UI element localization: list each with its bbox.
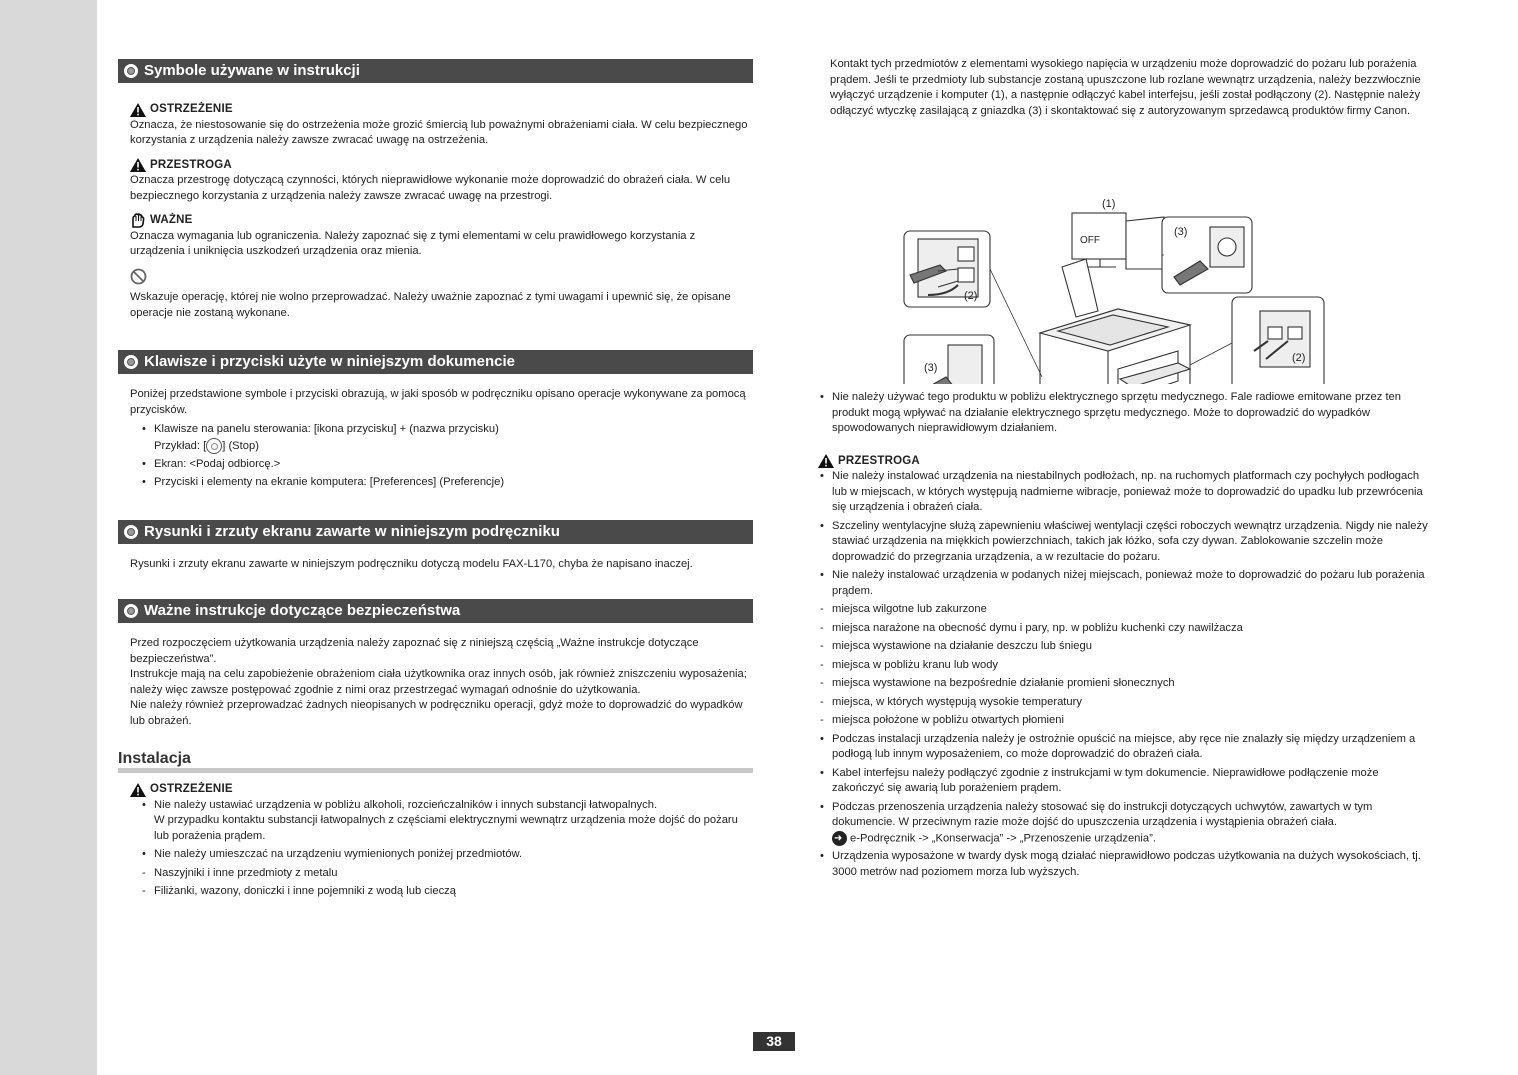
fig-label-2a: (2) <box>964 290 978 302</box>
high-voltage-paragraph: Kontakt tych przedmiotów z elementami wysokiego napięcia w urządzeniu może doprowadzić do pożaru lub porażenia prądem. Jeśli te przedmioty lub substancje zostaną upuszczone lub rozlane wewnątrz urządzenia, należy bezzwłocznie wyłączyć urządzenie i komputer (1), a następnie odłączyć kabel interfejsu, jeśli został podłączony (2). Następnie należy odłączyć wtyczkę zasilającą z gniazdka (3) i skontaktować się z autoryzowanym sprzedawcą produktów firmy Canon. <box>830 58 1421 117</box>
section-bullet-icon <box>124 355 138 369</box>
install-warning-list <box>118 798 753 863</box>
list-item: • Nie należy instalować urządzenia na niestabilnych podłożach, np. na ruchomych platformach czy pochyłych podłogach lub w miejscach, w których występują nadmierne wibracje, ponieważ może to doprowadzić do upadku lub przewrócenia się urządzenia i obrażeń ciała. <box>820 469 1430 516</box>
disconnect-illustration <box>818 119 1430 384</box>
list-item: • Kabel interfejsu należy podłączyć zgodnie z instrukcjami w tym dokumencie. Nieprawidłowe podłączenie może zakończyć się awarią lub porażeniem prądem. <box>820 766 1430 797</box>
section-header-keys <box>118 350 753 374</box>
list-item: • Podczas instalacji urządzenia należy je ostrożnie opuścić na miejsce, aby ręce nie znalazły się między urządzeniem a podłogą lub innym wyposażeniem, co może doprowadzić do obrażeń ciała. <box>820 732 1430 763</box>
figures-text: Rysunki i zrzuty ekranu zawarte w niniejszym podręczniku dotyczą modelu FAX-L170, chyba że napisano inaczej. <box>130 557 693 570</box>
section-header-safety <box>118 599 753 623</box>
prohibit-description: Wskazuje operację, której nie wolno przeprowadzać. Należy uważnie zapoznać z tymi uwagami i upewnić się, że opisane operacje nie zostaną wykonane. <box>130 291 731 319</box>
installation-heading: Instalacja <box>118 749 753 773</box>
section-title: Klawisze i przyciski użyte w niniejszym dokumencie <box>144 353 515 370</box>
fig-label-off: OFF <box>1080 235 1100 246</box>
section-header-figures <box>118 520 753 544</box>
hand-stop-icon <box>130 213 146 228</box>
page-margin-bar <box>0 0 97 1075</box>
section-bullet-icon <box>124 525 138 539</box>
locations-list <box>818 602 1430 729</box>
important-description: Oznacza wymagania lub ograniczenia. Należy zapoznać się z tymi elementami w celu prawidłowego korzystania z urządzenia i uniknięcia uszkodzeń urządzenia oraz mienia. <box>130 229 696 257</box>
stop-button-icon <box>206 438 222 454</box>
prohibit-icon <box>130 268 147 285</box>
section-title: Ważne instrukcje dotyczące bezpieczeństwa <box>144 602 461 620</box>
list-item: • Przyciski i elementy na ekranie komputera: [Preferences] (Preferencje) <box>142 475 753 491</box>
fig-label-2b: (2) <box>1292 352 1306 364</box>
caution-list-b <box>818 732 1430 881</box>
section-title: Rysunki i zrzuty ekranu zawarte w niniejszym podręczniku <box>144 522 560 540</box>
list-item: - Naszyjniki i inne przedmioty z metalu <box>142 866 753 882</box>
fig-label-3a: (3) <box>1174 226 1188 238</box>
list-item: - miejsca narażone na obecność dymu i pary, np. w pobliżu kuchenki czy nawilżacza <box>820 621 1430 637</box>
warning-description: Oznacza, że niestosowanie się do ostrzeżenia może grozić śmiercią lub poważnymi obrażeniami ciała. W celu bezpiecznego korzystania z urządzenia należy zawsze zwracać uwagę na ostrzeżenia. <box>130 118 748 146</box>
warning-triangle-icon <box>130 103 146 117</box>
medical-list <box>818 390 1430 437</box>
warning-label: OSTRZEŻENIE <box>118 102 753 118</box>
list-item: • Ekran: <Podaj odbiorcę.> <box>142 457 753 473</box>
section-bullet-icon <box>124 604 138 618</box>
safety-paragraph-3: Nie należy również przeprowadzać żadnych nieopisanych w podręczniku operacji, gdyż może to doprowadzić do wypadków lub obrażeń. <box>130 699 743 727</box>
safety-paragraph-2: Instrukcje mają na celu zapobieżenie obrażeniom ciała użytkownika oraz innych osób, jak również zniszczeniu wyposażenia; należy więc zawsze postępować zgodnie z nimi oraz przestrzegać wymagań odnośnie do użytkowania. <box>130 668 747 696</box>
right-column <box>818 57 1430 883</box>
list-item: • Urządzenia wyposażone w twardy dysk mogą działać nieprawidłowo podczas użytkowania na dużych wysokościach, tj. 3000 metrów nad poziomem morza lub wyższych. <box>820 849 1430 880</box>
install-objects-list <box>118 866 753 900</box>
list-item: - miejsca wystawione na bezpośrednie działanie promieni słonecznych <box>820 676 1430 692</box>
safety-paragraph-1: Przed rozpoczęciem użytkowania urządzenia należy zapoznać się z niniejszą częścią „Ważne instrukcje dotyczące bezpieczeństwa”. <box>130 637 699 665</box>
list-item: - miejsca położone w pobliżu otwartych płomieni <box>820 713 1430 729</box>
caution-triangle-icon <box>818 454 834 468</box>
section-header-symbols <box>118 59 753 83</box>
caution-list-a <box>818 469 1430 599</box>
caution-description: Oznacza przestrogę dotyczącą czynności, których nieprawidłowe wykonanie może doprowadzić do obrażeń ciała. W celu bezpiecznego korzystania z urządzenia należy zawsze zwracać uwagę na przestrogi. <box>130 174 731 202</box>
list-item: • Nie należy instalować urządzenia w podanych niżej miejscach, ponieważ może to doprowadzić do pożaru lub porażenia prądem. <box>820 568 1430 599</box>
reference-arrow-icon <box>832 831 847 846</box>
section-title: Symbole używane w instrukcji <box>144 62 360 79</box>
list-item: • Szczeliny wentylacyjne służą zapewnieniu właściwej wentylacji części roboczych wewnątrz urządzenia. Nigdy nie należy stawiać urządzenia na miękkich powierzchniach, takich jak łóżko, sofa czy dywan. Zablokowanie szczelin może doprowadzić do przegrzania urządzenia, a w rezultacie do pożaru. <box>820 519 1430 566</box>
list-item: • Podczas przenoszenia urządzenia należy stosować się do instrukcji dotyczących uchwytów, zawartych w tym dokumencie. W przeciwnym razie może dojść do upuszczenia urządzenia i wystąpienia obrażeń ciała. ➜e-Podręcznik -> „Konserwacja” -> „Przenoszenie urządzenia”. <box>820 800 1430 847</box>
list-item: • Klawisze na panelu sterowania: [ikona przycisku] + (nazwa przycisku) Przykład: [ ] (Stop) <box>142 422 753 454</box>
list-item: - Filiżanki, wazony, doniczki i inne pojemniki z wodą lub cieczą <box>142 884 753 900</box>
caution-label-right: PRZESTROGA <box>818 454 1430 470</box>
list-item: - miejsca, w których występują wysokie temperatury <box>820 695 1430 711</box>
e-manual-reference-link[interactable]: e-Podręcznik -> „Konserwacja” -> „Przenoszenie urządzenia”. <box>850 831 1156 844</box>
caution-label: PRZESTROGA <box>118 158 753 174</box>
page-number: 38 <box>753 1032 795 1051</box>
fig-label-1: (1) <box>1102 198 1116 210</box>
fig-label-3b: (3) <box>924 362 938 374</box>
list-item: - miejsca wystawione na działanie deszczu lub śniegu <box>820 639 1430 655</box>
important-label: WAŻNE <box>118 213 753 229</box>
list-item: - miejsca w pobliżu kranu lub wody <box>820 658 1430 674</box>
prohibit-symbol <box>118 268 753 291</box>
install-warning-label: OSTRZEŻENIE <box>118 782 753 798</box>
left-column <box>118 59 753 903</box>
list-item: • Nie należy używać tego produktu w pobliżu elektrycznego sprzętu medycznego. Fale radiowe emitowane przez ten produkt mogą wpływać na działanie elektrycznego sprzętu medycznego. Może to doprowadzić do wypadków spowodowanych nieprawidłowym działaniem. <box>820 390 1430 437</box>
keys-list <box>118 422 753 491</box>
list-item: - miejsca wilgotne lub zakurzone <box>820 602 1430 618</box>
section-bullet-icon <box>124 64 138 78</box>
list-item: • Nie należy umieszczać na urządzeniu wymienionych poniżej przedmiotów. <box>142 847 753 863</box>
warning-triangle-icon <box>130 783 146 797</box>
keys-intro: Poniżej przedstawione symbole i przyciski obrazują, w jaki sposób w podręczniku opisano operacje wykonywane za pomocą przycisków. <box>130 388 746 416</box>
list-item: • Nie należy ustawiać urządzenia w pobliżu alkoholi, rozcieńczalników i innych substancji łatwopalnych. W przypadku kontaktu substancji łatwopalnych z częściami elektrycznymi wewnątrz urządzenia może dojść do pożaru lub porażenia prądem. <box>142 798 753 845</box>
caution-triangle-icon <box>130 158 146 172</box>
